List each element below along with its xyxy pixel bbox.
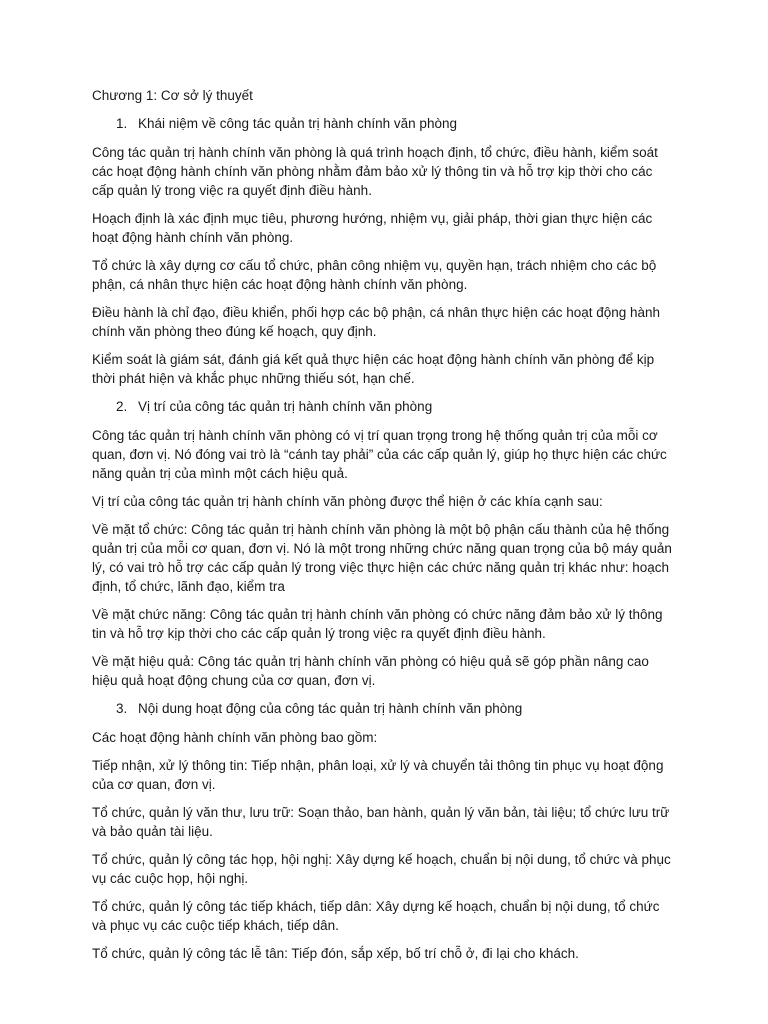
section-heading-1 — [92, 114, 676, 133]
paragraph: Tổ chức, quản lý công tác họp, hội nghị: Xây dựng kế hoạch, chuẩn bị nội dung, tổ chức và phục vụ các cuộc họp, hội nghị. — [92, 852, 671, 886]
paragraph: Về mặt hiệu quả: Công tác quản trị hành chính văn phòng có hiệu quả sẽ góp phần nâng cao hiệu quả hoạt động chung của cơ quan, đơn vị. — [92, 654, 649, 688]
paragraph: Về mặt chức năng: Công tác quản trị hành chính văn phòng có chức năng đảm bảo xử lý thông tin và hỗ trợ kịp thời cho các cấp quản lý trong việc ra quyết định điều hành. — [92, 607, 663, 641]
paragraph: Tiếp nhận, xử lý thông tin: Tiếp nhận, phân loại, xử lý và chuyển tải thông tin phục vụ hoạt động của cơ quan, đơn vị. — [92, 758, 664, 792]
paragraph: Vị trí của công tác quản trị hành chính văn phòng được thể hiện ở các khía cạnh sau: — [92, 494, 603, 509]
paragraph: Về mặt tổ chức: Công tác quản trị hành chính văn phòng là một bộ phận cấu thành của hệ thống quản trị của mỗi cơ quan, đơn vị. Nó là một trong những chức năng quan trọng của bộ máy quản lý, có vai trò hỗ trợ các cấp quản lý trong việc thực hiện các chức năng quản trị khác như: hoạch định, tổ chức, lãnh đạo, kiểm tra — [92, 522, 672, 594]
section-heading-text: Vị trí của công tác quản trị hành chính văn phòng — [138, 399, 433, 414]
paragraph: Tổ chức, quản lý công tác lễ tân: Tiếp đón, sắp xếp, bố trí chỗ ở, đi lại cho khách. — [92, 946, 579, 961]
chapter-title: Chương 1: Cơ sở lý thuyết — [92, 88, 253, 103]
paragraph: Điều hành là chỉ đạo, điều khiển, phối hợp các bộ phận, cá nhân thực hiện các hoạt động hành chính văn phòng theo đúng kế hoạch, quy định. — [92, 305, 661, 339]
section-heading-text: Nội dung hoạt động của công tác quản trị hành chính văn phòng — [138, 701, 523, 716]
section-heading-3 — [92, 699, 676, 718]
paragraph: Hoạch định là xác định mục tiêu, phương hướng, nhiệm vụ, giải pháp, thời gian thực hiện các hoạt động hành chính văn phòng. — [92, 211, 653, 245]
paragraph: Kiểm soát là giám sát, đánh giá kết quả thực hiện các hoạt động hành chính văn phòng để kịp thời phát hiện và khắc phục những thiếu sót, hạn chế. — [92, 352, 655, 386]
paragraph: Tổ chức, quản lý công tác tiếp khách, tiếp dân: Xây dựng kế hoạch, chuẩn bị nội dung, tổ chức và phục vụ các cuộc tiếp khách, tiếp dân. — [92, 899, 660, 933]
section-number: 3. — [116, 701, 128, 716]
section-number: 2. — [116, 399, 128, 414]
paragraph: Công tác quản trị hành chính văn phòng có vị trí quan trọng trong hệ thống quản trị của mỗi cơ quan, đơn vị. Nó đóng vai trò là “cánh tay phải” của các cấp quản lý, giúp họ thực hiện các chức năng quản trị của mình một cách hiệu quả. — [92, 428, 667, 481]
paragraph: Tổ chức, quản lý văn thư, lưu trữ: Soạn thảo, ban hành, quản lý văn bản, tài liệu; tổ chức lưu trữ và bảo quản tài liệu. — [92, 805, 670, 839]
section-heading-text: Khái niệm về công tác quản trị hành chính văn phòng — [138, 116, 457, 131]
section-number: 1. — [116, 116, 128, 131]
paragraph: Các hoạt động hành chính văn phòng bao gồm: — [92, 730, 378, 745]
section-heading-2 — [92, 397, 676, 416]
paragraph: Công tác quản trị hành chính văn phòng là quá trình hoạch định, tổ chức, điều hành, kiểm soát các hoạt động hành chính văn phòng nhằm đảm bảo xử lý thông tin và hỗ trợ kịp thời cho các cấp quản lý trong việc ra quyết định điều hành. — [92, 145, 658, 198]
paragraph: Tổ chức là xây dựng cơ cấu tổ chức, phân công nhiệm vụ, quyền hạn, trách nhiệm cho các bộ phận, cá nhân thực hiện các hoạt động hành chính văn phòng. — [92, 258, 657, 292]
